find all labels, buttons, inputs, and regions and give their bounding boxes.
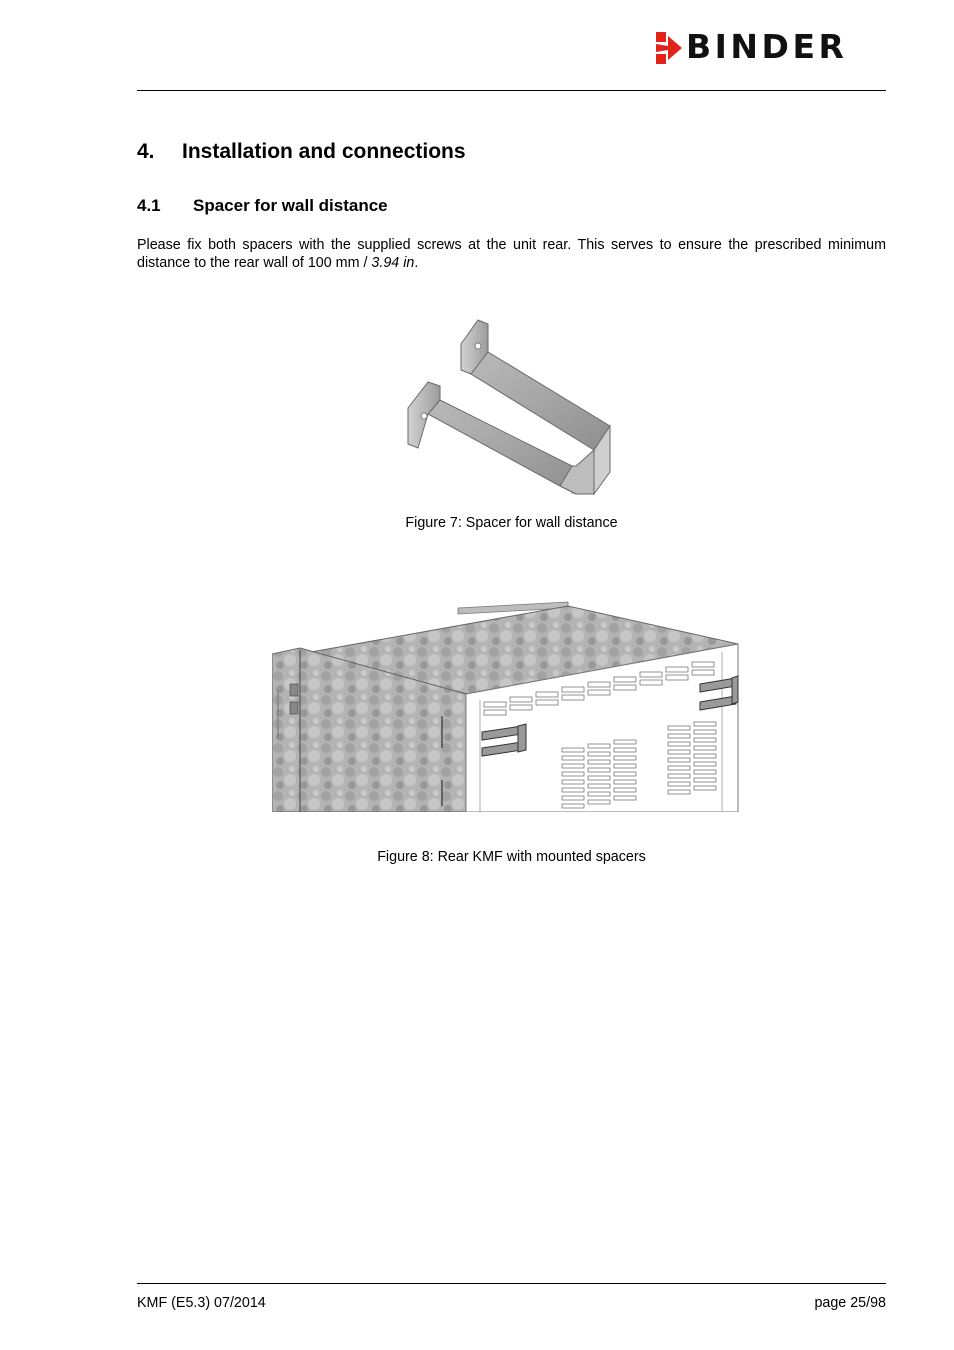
- subsection-title: Spacer for wall distance: [193, 196, 388, 215]
- section-number: 4.: [137, 140, 155, 163]
- figure-7-caption: Figure 7: Spacer for wall distance: [405, 515, 618, 531]
- body-paragraph: [137, 236, 886, 272]
- body-text-italic: 3.94 in: [371, 255, 415, 271]
- header-rule: [137, 90, 886, 91]
- body-text-main: Please fix both spacers with the supplied screws at the unit rear. This serves to ensure the prescribed minimum distance to the rear wall of 100 mm /: [137, 237, 886, 271]
- brand-wordmark: BINDER: [686, 27, 848, 66]
- figure-8-caption: Figure 8: Rear KMF with mounted spacers: [377, 849, 646, 865]
- body-text-end: .: [414, 255, 419, 271]
- subsection-number: 4.1: [137, 196, 161, 215]
- unit-rear-illustration: [272, 598, 740, 812]
- brand-arrow-icon: [656, 30, 684, 66]
- section-title: Installation and connections: [182, 140, 466, 163]
- footer-document-id: KMF (E5.3) 07/2014: [137, 1295, 266, 1311]
- section-heading: [137, 140, 466, 164]
- spacer-illustration: [400, 316, 620, 504]
- footer-page-number: page 25/98: [814, 1295, 886, 1311]
- footer-rule: [137, 1283, 886, 1284]
- binder-logo: [656, 27, 888, 66]
- subsection-heading: [137, 196, 388, 216]
